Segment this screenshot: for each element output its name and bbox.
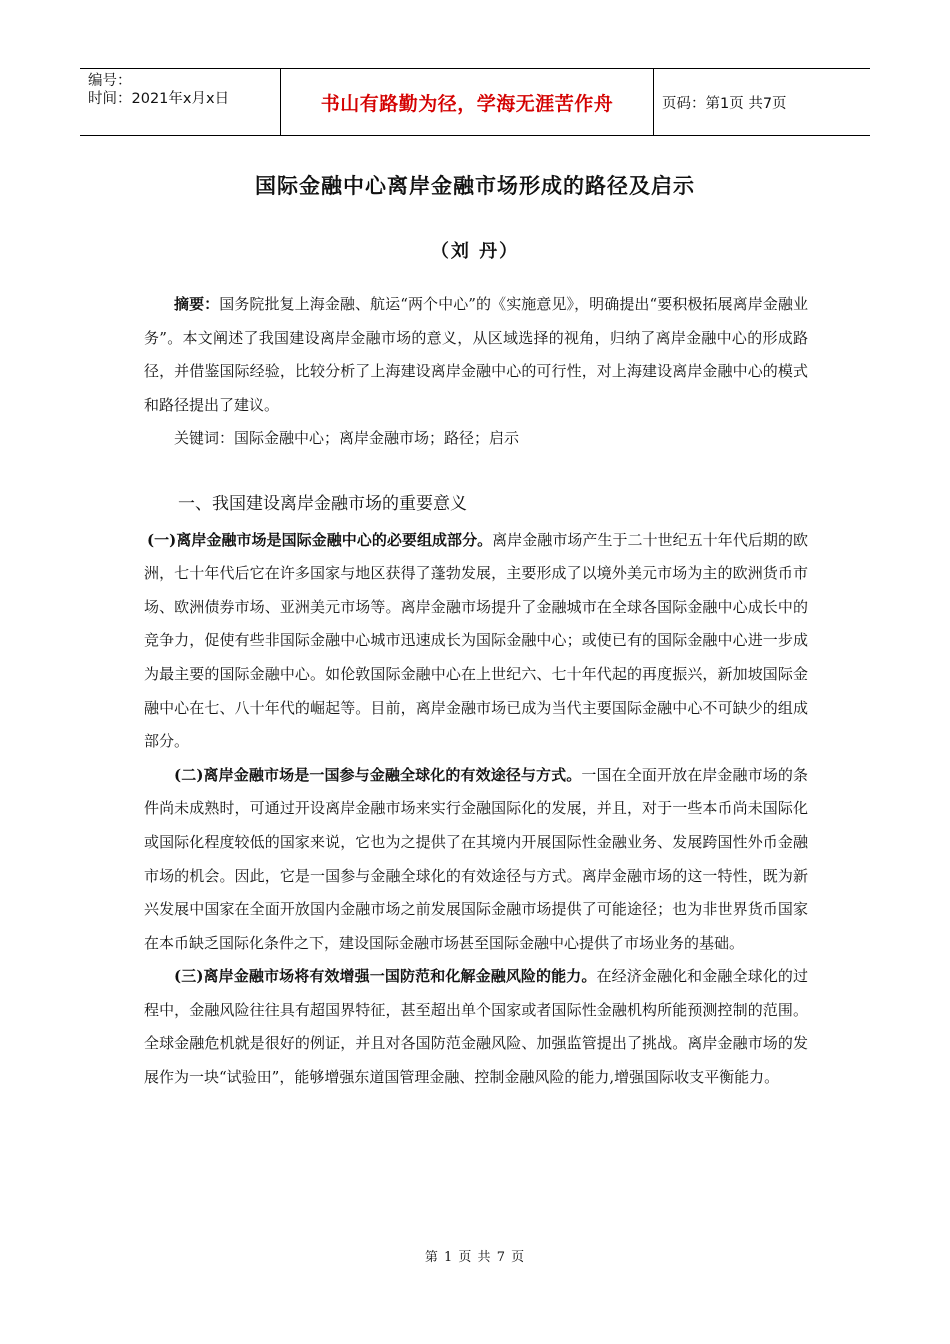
header-motto: 书山有路勤为径，学海无涯苦作舟 (280, 69, 654, 135)
header-meta (80, 69, 280, 135)
abstract-label: 摘要： (174, 295, 220, 313)
date-label: 时间：2021年x月x日 (88, 91, 230, 107)
body-paragraph (144, 524, 808, 759)
abstract-text: 国务院批复上海金融、航运“两个中心”的《实施意见》，明确提出“要积极拓展离岸金融业务”。本文阐述了我国建设离岸金融市场的意义，从区域选择的视角，归纳了离岸金融中心的形成路径，并借鉴国际经验，比较分析了上海建设离岸金融中心的可行性，对上海建设离岸金融中心的模式和路径提出了建议。 (144, 295, 808, 414)
document-header (80, 68, 870, 136)
abstract-paragraph (144, 288, 808, 422)
header-page-info: 页码：第1页 共7页 (662, 95, 787, 112)
page-footer: 第 1 页 共 7 页 (424, 1250, 526, 1265)
paragraph-lead: (二)离岸金融市场是一国参与金融全球化的有效途径与方式。 (174, 765, 582, 784)
document-author: （刘 丹） (430, 241, 520, 262)
body-paragraph (144, 960, 808, 1094)
paragraph-text: 离岸金融市场产生于二十世纪五十年代后期的欧洲，七十年代后它在许多国家与地区获得了蓬勃发展，主要形成了以境外美元市场为主的欧洲货币市场、欧洲债券市场、亚洲美元市场等。离岸金融市场提升了金融城市在全球各国际金融中心成长中的竞争力，促使有些非国际金融中心城市迅速成长为国际金融中心；或使已有的国际金融中心进一步成为最主要的国际金融中心。如伦敦国际金融中心在上世纪六、七十年代起的再度振兴，新加坡国际金融中心在七、八十年代的崛起等。目前，离岸金融市场已成为当代主要国际金融中心不可缺少的组成部分。 (144, 530, 808, 751)
number-label: 编号： (88, 73, 132, 89)
keywords: 关键词：国际金融中心；离岸金融市场；路径；启示 (174, 429, 520, 448)
paragraph-text: 一国在全面开放在岸金融市场的条件尚未成熟时，可通过开设离岸金融市场来实行金融国际化的发展，并且，对于一些本币尚未国际化或国际化程度较低的国家来说，它也为之提供了在其境内开展国际性金融业务、发展跨国性外币金融市场的机会。因此，它是一国参与金融全球化的有效途径与方式。离岸金融市场的这一特性，既为新兴发展中国家在全面开放国内金融市场之前发展国际金融市场提供了可能途径；也为非世界货币国家在本币缺乏国际化条件之下，建设国际金融市场甚至国际金融中心提供了市场业务的基础。 (144, 765, 808, 952)
paragraph-text: 在经济金融化和金融全球化的过程中，金融风险往往具有超国界特征，甚至超出单个国家或者国际性金融机构所能预测控制的范围。全球金融危机就是很好的例证，并且对各国防范金融风险、加强监管提出了挑战。离岸金融市场的发展作为一块“试验田”，能够增强东道国管理金融、控制金融风险的能力,增强国际收支平衡能力。 (144, 967, 808, 1087)
paragraph-lead: (一)离岸金融市场是国际金融中心的必要组成部分。 (147, 530, 493, 549)
body-paragraph (144, 759, 808, 961)
paragraph-lead: (三)离岸金融市场将有效增强一国防范和化解金融风险的能力。 (174, 967, 597, 986)
section-heading: 一、我国建设离岸金融市场的重要意义 (178, 493, 467, 514)
document-body (144, 288, 808, 1095)
document-title: 国际金融中心离岸金融市场形成的路径及启示 (255, 174, 695, 198)
